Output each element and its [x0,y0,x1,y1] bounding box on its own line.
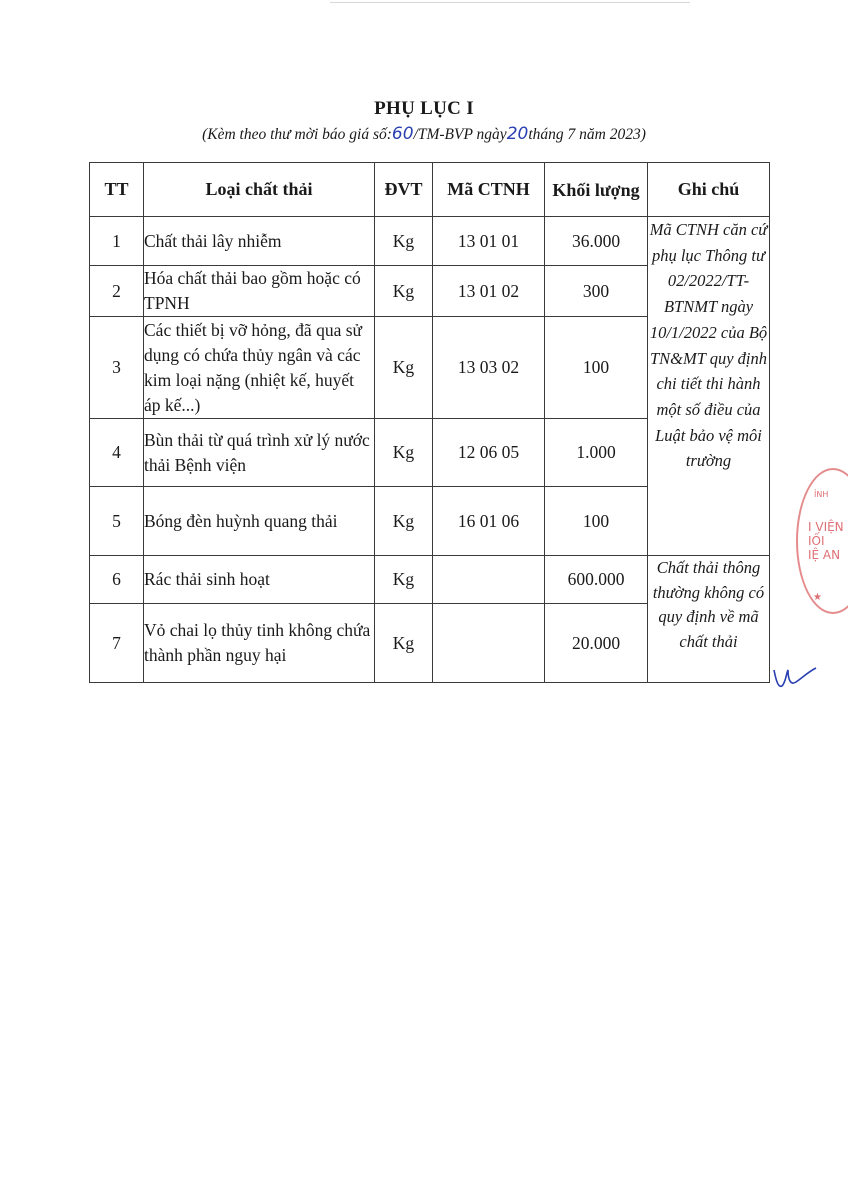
seal-text: IỆ AN [808,548,841,562]
row-code [433,556,545,604]
row-unit: Kg [375,556,433,604]
header-unit: ĐVT [375,163,433,217]
scan-edge-line [330,2,690,3]
row-tt: 2 [90,266,144,317]
handwritten-day: 20 [506,124,529,144]
subtitle-text-1: (Kèm theo thư mời báo giá số: [202,126,392,143]
header-code: Mã CTNH [433,163,545,217]
header-tt: TT [90,163,144,217]
row-code: 13 01 01 [433,217,545,266]
seal-text-block [808,520,848,562]
row-waste-name: Bóng đèn huỳnh quang thải [144,487,375,556]
header-note: Ghi chú [648,163,770,217]
row-code [433,604,545,683]
row-quantity: 100 [545,317,648,419]
page-subtitle [0,124,848,144]
waste-table [89,162,770,683]
table-header-row [90,163,770,217]
header-waste-type: Loại chất thải [144,163,375,217]
row-unit: Kg [375,217,433,266]
handwritten-doc-number: 60 [391,124,414,144]
star-icon: ★ [813,592,822,603]
row-quantity: 36.000 [545,217,648,266]
row-quantity: 1.000 [545,419,648,487]
seal-text: IỐI [808,534,825,548]
row-tt: 7 [90,604,144,683]
row-waste-name: Bùn thải từ quá trình xử lý nước thải Bệnh viện [144,419,375,487]
row-quantity: 600.000 [545,556,648,604]
row-code: 12 06 05 [433,419,545,487]
table-row [90,556,770,604]
row-quantity: 100 [545,487,648,556]
row-tt: 4 [90,419,144,487]
row-code: 13 01 02 [433,266,545,317]
row-unit: Kg [375,266,433,317]
row-waste-name: Chất thải lây nhiễm [144,217,375,266]
row-waste-name: Rác thải sinh hoạt [144,556,375,604]
seal-text: I VIỆN [808,520,844,534]
header-quantity: Khối lượng [545,163,648,217]
row-tt: 6 [90,556,144,604]
row-waste-name: Vỏ chai lọ thủy tinh không chứa thành phần nguy hại [144,604,375,683]
row-unit: Kg [375,604,433,683]
row-code: 16 01 06 [433,487,545,556]
row-tt: 5 [90,487,144,556]
row-tt: 3 [90,317,144,419]
row-quantity: 20.000 [545,604,648,683]
row-unit: Kg [375,419,433,487]
red-stamp-seal [796,468,848,614]
row-waste-name: Hóa chất thải bao gồm hoặc có TPNH [144,266,375,317]
seal-text: ỈNH [814,490,829,499]
row-unit: Kg [375,317,433,419]
row-waste-name: Các thiết bị vỡ hỏng, đã qua sử dụng có chứa thủy ngân và các kim loại nặng (nhiệt kế, huyết áp kế...) [144,317,375,419]
table-row [90,217,770,266]
row-tt: 1 [90,217,144,266]
row-code: 13 03 02 [433,317,545,419]
subtitle-text-2: /TM-BVP ngày [413,126,507,143]
row-quantity: 300 [545,266,648,317]
note-common: Chất thải thông thường không có quy định về mã chất thải [648,556,770,683]
page-title: PHỤ LỤC I [374,98,474,119]
handwritten-signature [770,660,820,696]
subtitle-text-3: tháng 7 năm 2023) [528,126,646,143]
row-unit: Kg [375,487,433,556]
note-hazardous: Mã CTNH căn cứ phụ lục Thông tư 02/2022/TT-BTNMT ngày 10/1/2022 của Bộ TN&MT quy định chi tiết thi hành một số điều của Luật bảo vệ môi trường [648,217,770,556]
